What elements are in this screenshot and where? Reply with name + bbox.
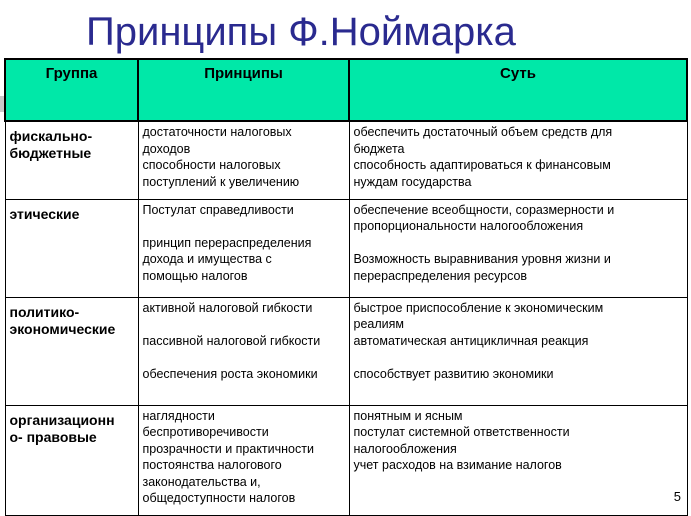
group-text: организационн	[9, 411, 115, 428]
principles-line: беспротиворечивости	[142, 425, 269, 439]
page-number: 5	[673, 489, 681, 504]
principles-cell	[138, 297, 349, 405]
header-essence: Суть	[349, 59, 687, 121]
table-row	[5, 405, 687, 515]
table-header-row	[5, 59, 687, 121]
principles-table	[4, 58, 688, 516]
essence-cell	[349, 297, 687, 405]
principles-line: доходов	[142, 141, 191, 156]
essence-line: автоматическая антицикличная реакция	[353, 333, 589, 348]
spacer	[143, 218, 345, 235]
spacer	[143, 349, 345, 366]
header-group: Группа	[5, 59, 138, 121]
essence-line: понятным и ясным	[353, 408, 463, 423]
principles-cell	[138, 405, 349, 515]
principles-line: способности налоговых	[142, 158, 281, 172]
principles-line: прозрачности и практичности	[142, 441, 314, 456]
group-text: о- правовые	[9, 428, 97, 445]
group-cell	[5, 121, 138, 199]
slide-title: Принципы Ф.Ноймарка	[86, 10, 516, 54]
principles-line: пассивной налоговой гибкости	[142, 333, 321, 348]
essence-line: способность адаптироваться к финансовым	[353, 158, 611, 172]
spacer	[143, 316, 345, 333]
spacer	[354, 349, 683, 366]
group-text: фискально-	[9, 128, 93, 144]
group-text: этические	[9, 205, 80, 222]
essence-cell	[349, 405, 687, 515]
group-text: экономические	[9, 320, 116, 337]
essence-line: бюджета	[353, 141, 405, 156]
table-row	[5, 297, 687, 405]
principles-line: наглядности	[142, 408, 215, 423]
essence-line: постулат системной ответственности	[353, 425, 570, 439]
principles-line: обеспечения роста экономики	[142, 366, 318, 381]
group-text: политико-	[9, 303, 80, 320]
principles-line: дохода и имущества с	[142, 252, 272, 266]
essence-line: способствует развитию экономики	[353, 366, 554, 381]
essence-line: обеспечение всеобщности, соразмерности и	[353, 202, 615, 217]
essence-line: реалиям	[353, 317, 404, 331]
group-cell	[5, 297, 138, 405]
essence-line: нуждам государства	[353, 174, 472, 189]
essence-line: учет расходов на взимание налогов	[353, 458, 562, 472]
principles-line: Постулат справедливости	[142, 202, 294, 217]
principles-cell	[138, 199, 349, 297]
group-cell	[5, 199, 138, 297]
essence-cell	[349, 199, 687, 297]
principles-line: активной налоговой гибкости	[142, 300, 313, 315]
essence-line: перераспределения ресурсов	[353, 268, 528, 283]
principles-line: законодательства и,	[142, 474, 261, 489]
essence-cell	[349, 121, 687, 199]
essence-line: быстрое приспособление к экономическим	[353, 300, 604, 315]
principles-line: помощью налогов	[142, 268, 248, 283]
principles-line: постоянства налогового	[142, 458, 282, 472]
principles-line: общедоступности налогов	[142, 491, 296, 505]
essence-line: налогообложения	[353, 441, 457, 456]
principles-line: поступлений к увеличению	[142, 174, 300, 189]
essence-line: обеспечить достаточный объем средств для	[353, 125, 613, 139]
principles-line: достаточности налоговых	[142, 125, 292, 139]
principles-cell	[138, 121, 349, 199]
table-row	[5, 121, 687, 199]
group-text: бюджетные	[9, 145, 92, 161]
spacer	[354, 235, 683, 252]
essence-line: Возможность выравнивания уровня жизни и	[353, 252, 611, 266]
principles-line: принцип перераспределения	[142, 235, 312, 250]
essence-line: пропорциональности налогообложения	[353, 219, 584, 233]
table-row	[5, 199, 687, 297]
group-cell	[5, 405, 138, 515]
header-principles: Принципы	[138, 59, 349, 121]
